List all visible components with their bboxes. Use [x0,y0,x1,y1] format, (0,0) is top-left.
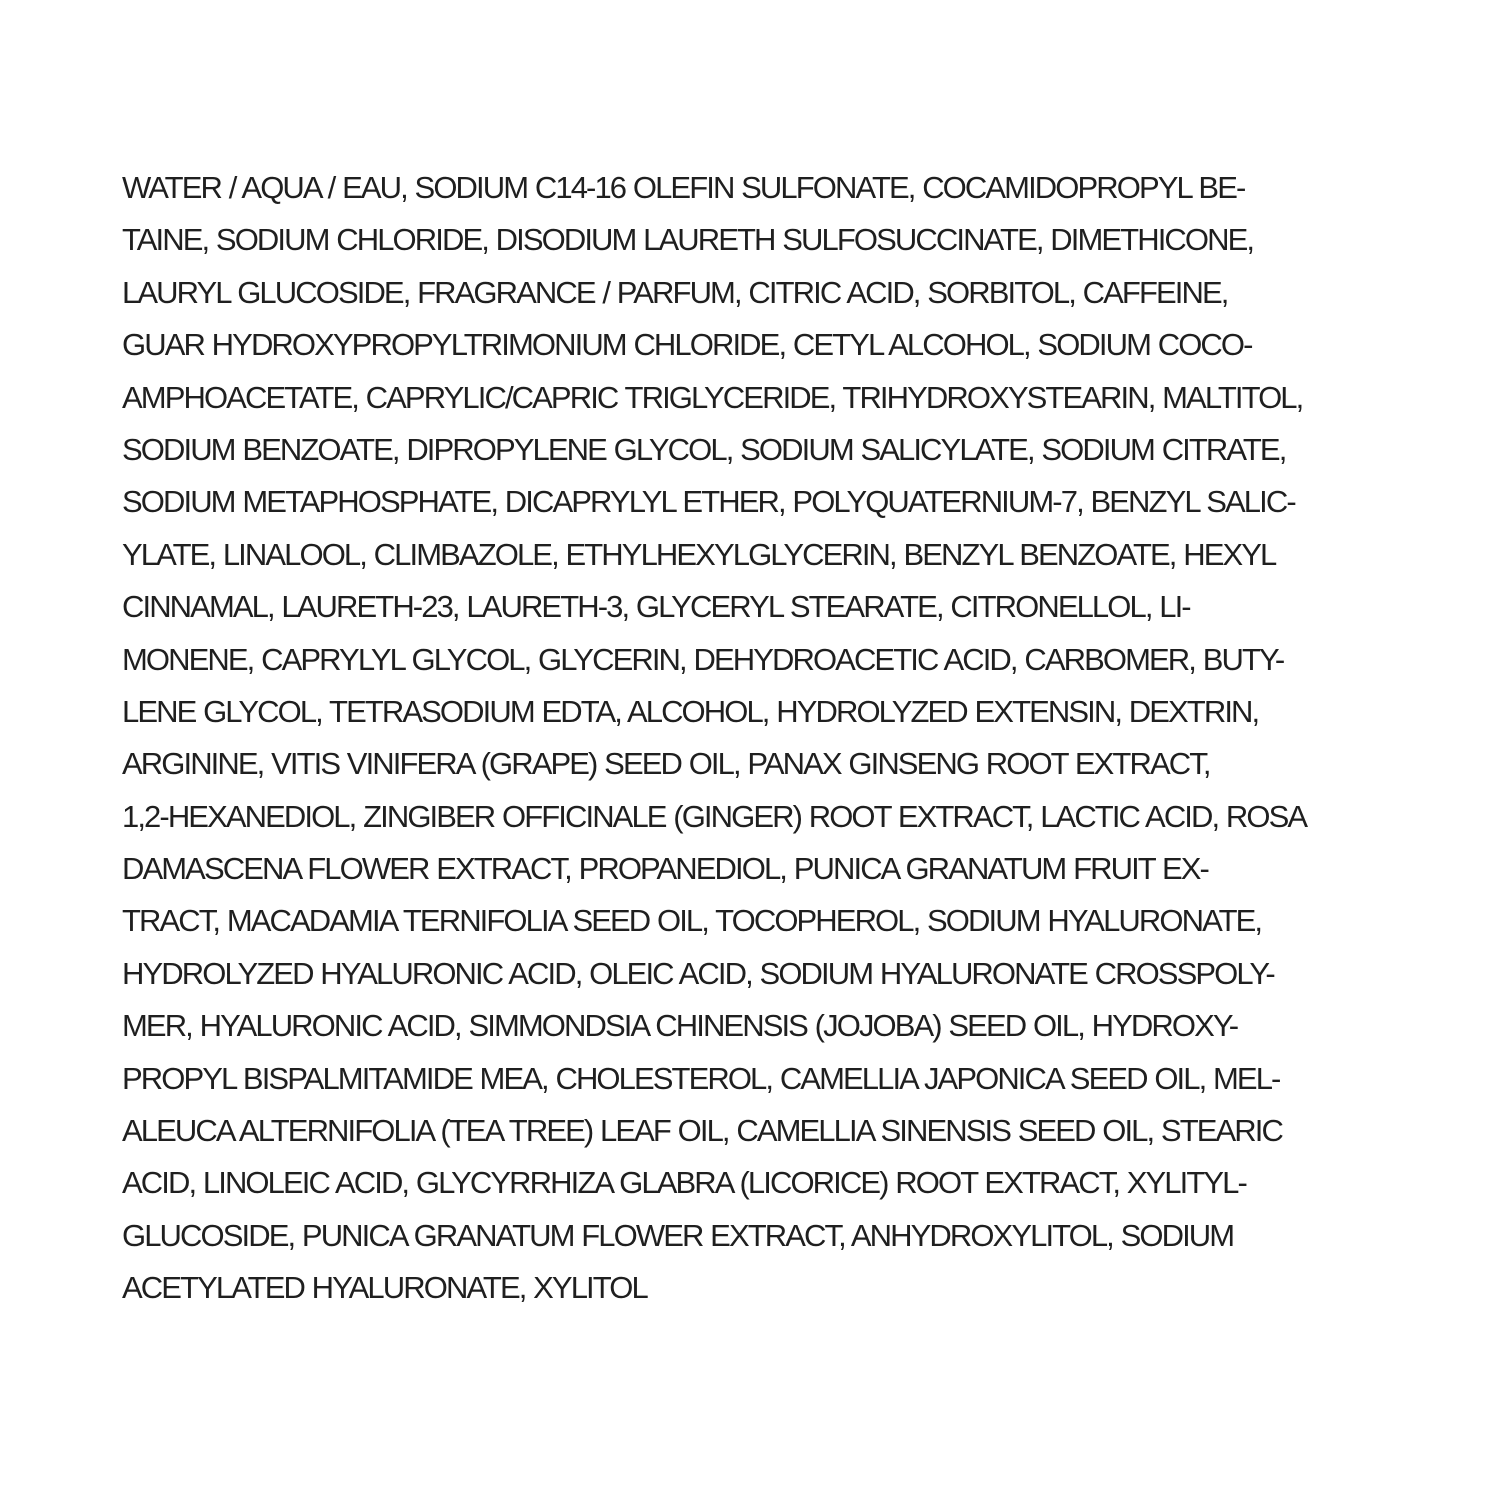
ingredients-line-6: SODIUM BENZOATE, DIPROPYLENE GLYCOL, SODIUM SALICYLATE, SODIUM CITRATE, [122,431,1286,467]
ingredients-line-4: GUAR HYDROXYPROPYLTRIMONIUM CHLORIDE, CETYL ALCOHOL, SODIUM COCO- [122,327,1252,363]
ingredients-line-13: 1,2-HEXANEDIOL, ZINGIBER OFFICINALE (GINGER) ROOT EXTRACT, LACTIC ACID, ROSA [122,798,1307,834]
ingredients-line-8: YLATE, LINALOOL, CLIMBAZOLE, ETHYLHEXYLGLYCERIN, BENZYL BENZOATE, HEXYL [122,536,1276,572]
ingredients-line-3: LAURYL GLUCOSIDE, FRAGRANCE / PARFUM, CITRIC ACID, SORBITOL, CAFFEINE, [122,274,1228,310]
ingredients-line-11: LENE GLYCOL, TETRASODIUM EDTA, ALCOHOL, HYDROLYZED EXTENSIN, DEXTRIN, [122,693,1259,729]
ingredients-line-20: ACID, LINOLEIC ACID, GLYCYRRHIZA GLABRA (LICORICE) ROOT EXTRACT, XYLITYL- [122,1165,1246,1201]
ingredients-line-7: SODIUM METAPHOSPHATE, DICAPRYLYL ETHER, POLYQUATERNIUM-7, BENZYL SALIC- [122,484,1295,520]
ingredients-line-21: GLUCOSIDE, PUNICA GRANATUM FLOWER EXTRACT, ANHYDROXYLITOL, SODIUM [122,1217,1234,1253]
ingredients-line-14: DAMASCENA FLOWER EXTRACT, PROPANEDIOL, PUNICA GRANATUM FRUIT EX- [122,851,1208,887]
ingredients-line-10: MONENE, CAPRYLYL GLYCOL, GLYCERIN, DEHYDROACETIC ACID, CARBOMER, BUTY- [122,641,1284,677]
ingredients-line-16: HYDROLYZED HYALURONIC ACID, OLEIC ACID, SODIUM HYALURONATE CROSSPOLY- [122,955,1274,991]
ingredients-line-17: MER, HYALURONIC ACID, SIMMONDSIA CHINENSIS (JOJOBA) SEED OIL, HYDROXY- [122,1008,1238,1044]
ingredients-line-22: ACETYLATED HYALURONATE, XYLITOL [122,1270,647,1306]
ingredients-line-15: TRACT, MACADAMIA TERNIFOLIA SEED OIL, TOCOPHEROL, SODIUM HYALURONATE, [122,903,1262,939]
ingredients-line-18: PROPYL BISPALMITAMIDE MEA, CHOLESTEROL, CAMELLIA JAPONICA SEED OIL, MEL- [122,1060,1280,1096]
ingredients-line-2: TAINE, SODIUM CHLORIDE, DISODIUM LAURETH SULFOSUCCINATE, DIMETHICONE, [122,222,1254,258]
ingredients-line-19: ALEUCA ALTERNIFOLIA (TEA TREE) LEAF OIL, CAMELLIA SINENSIS SEED OIL, STEARIC [122,1113,1282,1149]
ingredients-line-1: WATER / AQUA / EAU, SODIUM C14-16 OLEFIN SULFONATE, COCAMIDOPROPYL BE- [122,170,1245,205]
ingredients-line-9: CINNAMAL, LAURETH-23, LAURETH-3, GLYCERYL STEARATE, CITRONELLOL, LI- [122,589,1190,625]
ingredients-line-12: ARGININE, VITIS VINIFERA (GRAPE) SEED OIL, PANAX GINSENG ROOT EXTRACT, [122,746,1210,782]
ingredients-list [122,162,1412,1315]
ingredients-line-5: AMPHOACETATE, CAPRYLIC/CAPRIC TRIGLYCERIDE, TRIHYDROXYSTEARIN, MALTITOL, [122,379,1303,415]
